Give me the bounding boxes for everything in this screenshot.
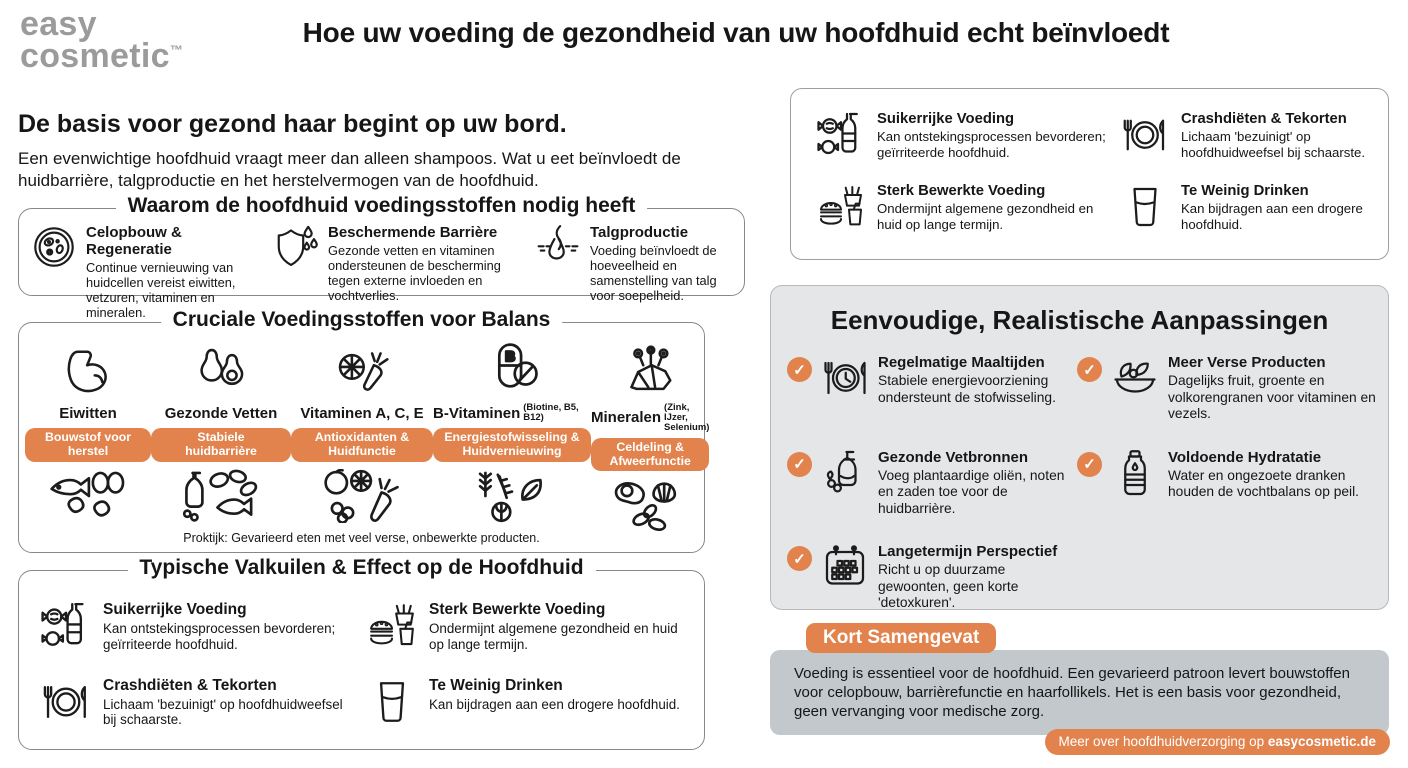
pitfall-text: Kan ontstekingsprocessen bevorderen; geïrriteerde hoofdhuid.	[103, 621, 336, 652]
adjustment-item-hydration	[1077, 449, 1376, 518]
fish-eggs-legumes-icon	[49, 469, 127, 523]
why-item-sebum	[535, 224, 736, 320]
avocado-icon	[194, 345, 248, 399]
nutrient-badge: Antioxidanten & Huidfunctie	[291, 428, 433, 462]
section-pitfalls	[18, 556, 705, 750]
water-bottle-icon	[1111, 449, 1159, 497]
why-item-cell-building	[31, 224, 269, 320]
risk-item-dehydration	[1121, 183, 1374, 233]
adjustment-title: Meer Verse Producten	[1168, 354, 1326, 371]
pitfall-text: Ondermijnt algemene gezondheid en huid op lange termijn.	[429, 621, 678, 652]
nutrients-footer-tip: Proktijk: Gevarieerd eten met veel verse, onbewerkte producten.	[183, 531, 540, 545]
brand-logo-line1: easy	[20, 5, 97, 43]
nutrient-badge: Bouwstof voor herstel	[25, 428, 151, 462]
adjustment-text: Water en ongezoete dranken houden de vochtbalans op peil.	[1168, 467, 1360, 500]
pitfall-item-crash-diets	[41, 677, 359, 729]
check-icon: ✓	[787, 357, 812, 382]
fastfood-icon	[367, 601, 417, 651]
why-item-text: Continue vernieuwing van huidcellen vereist eiwitten, vetzuren, vitaminen en mineralen.	[86, 260, 236, 321]
water-glass-icon	[1121, 183, 1169, 231]
why-item-text: Gezonde vetten en vitaminen ondersteunen de bescherming tegen externe invloeden en vochtverlies.	[328, 243, 501, 304]
pitfall-title: Sterk Bewerkte Voeding	[429, 601, 606, 618]
pitfall-text: Lichaam 'bezuinigt' op hoofdhuidweefsel bij schaarste.	[103, 696, 343, 728]
why-item-barrier	[273, 224, 531, 320]
pitfall-item-processed	[367, 601, 692, 653]
page-title: Hoe uw voeding de gezondheid van uw hoofdhuid echt beïnvloedt	[302, 17, 1170, 48]
adjustment-text: Dagelijks fruit, groente en volkorengranen voor vitaminen en vezels.	[1168, 373, 1376, 422]
intro-body: Een evenwichtige hoofdhuid vraagt meer dan alleen shampoos. Wat u eet beïnvloedt de huidbarrière, talgproductie en het herstelvermogen van de hoofdhuid.	[18, 149, 681, 190]
sweets-icon	[817, 111, 865, 159]
fastfood-icon	[817, 183, 865, 231]
nutrient-badge: Energiestofwisseling & Huidvernieuwing	[433, 428, 591, 462]
empty-plate-icon	[41, 677, 91, 727]
nutrient-column-fats	[151, 335, 291, 532]
nutrient-badge: Celdeling & Afweerfunctie	[591, 438, 709, 472]
risk-title: Crashdiëten & Tekorten	[1181, 111, 1347, 127]
section-pitfalls-title: Typische Valkuilen & Effect op de Hoofdhuid	[127, 556, 595, 580]
pitfall-text: Kan bijdragen aan een drogere hoofdhuid.	[429, 696, 680, 712]
nutrient-column-vitamins-ace	[291, 335, 433, 532]
nutrient-suffix: (Biotine, B5, B12)	[523, 402, 579, 423]
adjustment-item-long-term	[787, 543, 1071, 612]
panel-adjustments	[770, 285, 1389, 610]
risk-item-sugar	[817, 111, 1109, 161]
adjustment-title: Voldoende Hydratatie	[1168, 448, 1322, 466]
intro-block	[18, 110, 718, 192]
risk-text: Kan bijdragen aan een drogere hoofdhuid.	[1181, 200, 1363, 232]
summary-block	[770, 627, 1389, 735]
nutrient-name: Eiwitten	[59, 404, 117, 422]
adjustment-text: Voeg plantaardige oliën, noten en zaden toe voor de huidbarrière.	[878, 467, 1065, 516]
risk-text: Kan ontstekingsprocessen bevorderen; geïrriteerde hoofdhuid.	[877, 129, 1106, 160]
oil-nuts-fish-icon	[182, 469, 260, 523]
citrus-carrot-icon	[335, 345, 389, 399]
adjustment-item-regular-meals	[787, 354, 1071, 423]
grains-greens-icon	[473, 469, 551, 523]
shield-drops-icon	[273, 224, 319, 270]
fruit-berries-carrot-icon	[323, 469, 401, 523]
meat-shellfish-seeds-icon	[611, 478, 689, 532]
check-icon: ✓	[787, 452, 812, 477]
risk-title: Te Weinig Drinken	[1181, 182, 1309, 199]
adjustment-title: Gezonde Vetbronnen	[878, 448, 1029, 466]
summary-badge: Kort Samengevat	[806, 623, 996, 653]
why-item-title: Celopbouw & Regeneratie	[86, 224, 182, 258]
section-nutrients-title: Cruciale Voedingsstoffen voor Balans	[161, 308, 563, 332]
risk-text: Ondermijnt algemene gezondheid en huid op lange termijn.	[877, 200, 1094, 232]
risk-title: Sterk Bewerkte Voeding	[877, 182, 1046, 199]
vitamin-pill-icon	[483, 341, 541, 399]
risk-item-crash-diets	[1121, 111, 1374, 161]
nutrient-column-minerals	[591, 335, 709, 532]
cells-icon	[31, 224, 77, 270]
adjustment-item-fresh-products	[1077, 354, 1376, 423]
nutrient-suffix: (Zink, IJzer, Selenium)	[664, 402, 710, 433]
salad-bowl-icon	[1111, 354, 1159, 402]
calendar-icon	[821, 543, 869, 591]
adjustment-item-healthy-fats	[787, 449, 1071, 518]
summary-text: Voeding is essentieel voor de hoofdhuid. Een gevarieerd patroon levert bouwstoffen voor celopbouw, barrièrefunctie en haarfollikels. Het is een basis voor gezondheid, geen vervanging voor medische zorg.	[770, 650, 1389, 735]
pitfall-title: Crashdiëten & Tekorten	[103, 676, 277, 694]
footer-link-domain: easycosmetic.de	[1267, 734, 1376, 749]
risk-title: Suikerrijke Voeding	[877, 111, 1015, 127]
nutrient-column-b-vitamins	[433, 335, 591, 532]
nutrient-name: Vitaminen A, C, E	[300, 404, 424, 422]
section-nutrients	[18, 308, 710, 553]
check-icon: ✓	[787, 546, 812, 571]
nutrient-column-proteins	[25, 335, 151, 532]
sweets-icon	[41, 601, 91, 651]
why-item-title: Talgproductie	[590, 224, 689, 241]
adjustment-title: Regelmatige Maaltijden	[878, 354, 1045, 371]
oil-bottle-icon	[821, 449, 869, 497]
nutrient-name: Mineralen	[591, 409, 662, 427]
intro-heading: De basis voor gezond haar begint op uw bord.	[18, 110, 567, 138]
check-icon: ✓	[1077, 452, 1102, 477]
pitfall-item-sugar	[41, 601, 359, 653]
why-item-title: Beschermende Barrière	[328, 224, 498, 241]
muscle-arm-icon	[61, 345, 115, 399]
risk-text: Lichaam 'bezuinigt' op hoofdhuidweefsel bij schaarste.	[1181, 129, 1366, 160]
why-item-text: Voeding beïnvloedt de hoeveelheid en samenstelling van talg voor soepelheid.	[590, 243, 717, 304]
section-why-title: Waarom de hoofdhuid voedingsstoffen nodig heeft	[116, 194, 648, 218]
brand-logo	[20, 5, 184, 76]
water-glass-icon	[367, 677, 417, 727]
adjustments-title: Eenvoudige, Realistische Aanpassingen	[830, 305, 1329, 335]
panel-risks	[790, 88, 1389, 260]
hair-follicle-icon	[535, 224, 581, 270]
adjustment-title: Langetermijn Perspectief	[878, 543, 1058, 561]
pitfall-title: Suikerrijke Voeding	[103, 601, 247, 618]
brand-logo-line2: cosmetic™	[20, 37, 184, 76]
mineral-rock-icon	[623, 345, 677, 399]
meal-clock-icon	[821, 354, 869, 402]
pitfall-title: Te Weinig Drinken	[429, 676, 563, 694]
nutrient-badge: Stabiele huidbarrière	[151, 428, 291, 462]
nutrient-name: Gezonde Vetten	[164, 404, 278, 422]
risk-item-processed	[817, 183, 1109, 233]
adjustment-text: Stabiele energievoorziening ondersteunt de stofwisseling.	[878, 373, 1056, 405]
footer-link-pill[interactable]	[1045, 729, 1390, 755]
nutrient-name: B-Vitaminen	[433, 404, 521, 422]
check-icon: ✓	[1077, 357, 1102, 382]
footer-link-text: Meer over hoofdhuidverzorging op	[1058, 734, 1268, 749]
empty-plate-icon	[1121, 111, 1169, 159]
pitfall-item-dehydration	[367, 677, 692, 729]
trademark-symbol: ™	[169, 42, 184, 58]
adjustment-text: Richt u op duurzame gewoonten, geen korte 'detoxkuren'.	[878, 562, 1019, 611]
